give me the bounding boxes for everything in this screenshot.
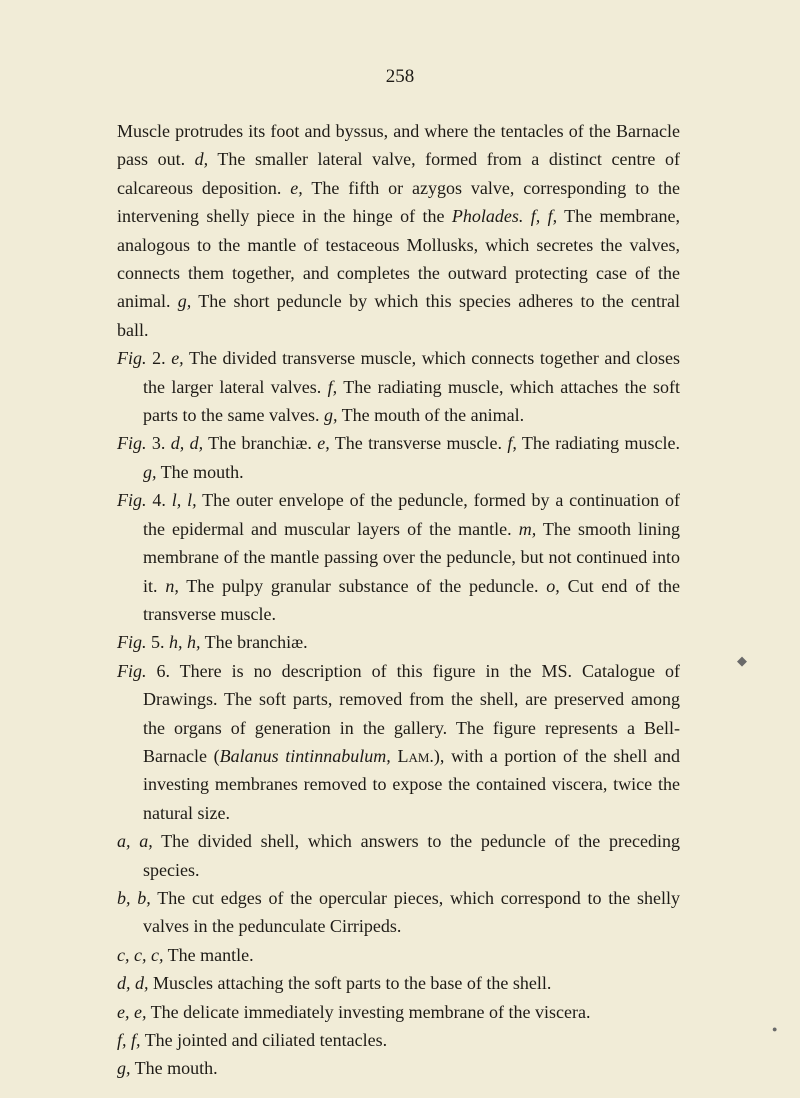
text: Cut end of the transverse muscle. [143, 575, 680, 624]
letter-ref: g, [177, 291, 192, 312]
text: Muscles attaching the soft parts to the base of the shell. [148, 973, 552, 994]
paragraph-fig-2 [117, 344, 680, 429]
text: The radiating muscle. [516, 433, 681, 454]
text: The smooth lining membrane of the mantle passing over the peduncle, but not continued into it. [143, 518, 680, 596]
text: Muscle protrudes its foot and byssus, and where the tentacles of the Barnacle pass out. [117, 121, 680, 170]
letter-ref: d, d, [117, 973, 149, 994]
text: The mouth. [130, 1058, 218, 1079]
letter-ref: o, [546, 575, 560, 596]
fig-label: Fig. [117, 660, 147, 681]
fig-label: Fig. [117, 632, 147, 653]
text [523, 206, 530, 226]
page-number: 258 [385, 66, 415, 87]
text: The branchiæ. [200, 632, 308, 653]
letter-ref: f, f, [117, 1030, 141, 1050]
letter-ref: g, [323, 405, 338, 426]
legend-item [117, 827, 680, 884]
fig-label: Fig. [117, 348, 147, 369]
text: The outer envelope of the peduncle, formed by a continuation of the epidermal and muscular layers of the mantle. [143, 490, 680, 539]
letter-ref: b, b, [117, 887, 151, 908]
margin-mark-icon: ◆ [737, 653, 747, 668]
legend-item [117, 998, 680, 1026]
paragraph-fig-6 [117, 657, 680, 827]
legend-item [117, 884, 680, 941]
legend-item [117, 969, 680, 997]
species-name: Balanus tintinnabulum, [219, 745, 391, 766]
text: The transverse muscle. [329, 433, 508, 454]
text: 2. [146, 348, 172, 369]
letter-ref: e, [290, 177, 303, 198]
letter-ref: e, [171, 348, 184, 369]
letter-ref: f, f, [530, 206, 558, 227]
text: The pulpy granular substance of the peduncle. [178, 575, 547, 596]
legend-item [117, 1026, 680, 1054]
letter-ref: c, c, c, [117, 944, 164, 965]
text: 4. [146, 490, 172, 511]
text: The radiating muscle, which attaches the soft parts to the same valves. [143, 376, 680, 426]
text: The delicate immediately investing membrane of the viscera. [146, 1001, 591, 1022]
letter-ref: f, [327, 376, 338, 397]
text: The divided transverse muscle, which connects together and closes the larger lateral valves. [143, 348, 680, 397]
text: The membrane, analogous to the mantle of testaceous Mollusks, which secretes the valves, connects them together, and completes the outward protecting case of the animal. [117, 206, 680, 312]
legend-item [117, 941, 680, 969]
text: The smaller lateral valve, formed from a distinct centre of calcareous deposition. [117, 149, 681, 198]
text: The short peduncle by which this species adheres to the central ball. [117, 291, 680, 340]
letter-ref: n, [165, 575, 179, 596]
author-abbrev: Lam. [397, 745, 434, 766]
page-body [117, 117, 680, 1083]
text: The cut edges of the opercular pieces, which correspond to the shelly valves in the pedunculate Cirripeds. [143, 887, 681, 937]
fig-label: Fig. [117, 490, 147, 511]
text: The mouth of the animal. [337, 405, 525, 426]
letter-ref: d, [194, 149, 209, 170]
legend-item [117, 1054, 680, 1082]
letter-ref: a, a, [117, 831, 153, 852]
genus-name: Pholades. [451, 206, 524, 227]
paragraph-fig-5 [117, 628, 680, 656]
letter-ref: m, [518, 518, 537, 539]
letter-ref: e, e, [117, 1001, 147, 1022]
letter-ref: g, [117, 1058, 131, 1079]
letter-ref: e, [317, 433, 330, 454]
speck-mark-icon: ● [772, 1024, 778, 1034]
text: ), with a portion of the shell and investing membranes removed to expose the contained viscera, twice the natural size. [143, 745, 681, 823]
letter-ref: l, l, [171, 490, 197, 511]
text: 3. [146, 433, 171, 454]
letter-ref: f, [507, 433, 517, 454]
text: The fifth or azygos valve, corresponding to the intervening shelly piece in the hinge of the [117, 177, 680, 227]
text: The jointed and ciliated tentacles. [140, 1030, 388, 1050]
text: The mouth. [156, 461, 244, 482]
letter-ref: g, [143, 461, 157, 482]
fig-label: Fig. [117, 433, 147, 454]
text: 6. There is no description of this figure in the MS. Catalogue of Drawings. The soft parts, removed from the shell, are preserved among the organs of generation in the gallery. The figure represents a Bell-Barnacle ( [143, 660, 680, 766]
text: The branchiæ. [203, 433, 318, 454]
text: 5. [146, 632, 169, 653]
paragraph-fig-4 [117, 486, 680, 628]
text: The mantle. [163, 944, 254, 965]
letter-ref: h, h, [169, 632, 201, 653]
paragraph-intro [117, 117, 680, 344]
text: The divided shell, which answers to the peduncle of the preceding species. [143, 831, 680, 880]
letter-ref: d, d, [170, 433, 204, 454]
paragraph-fig-3 [117, 429, 680, 486]
